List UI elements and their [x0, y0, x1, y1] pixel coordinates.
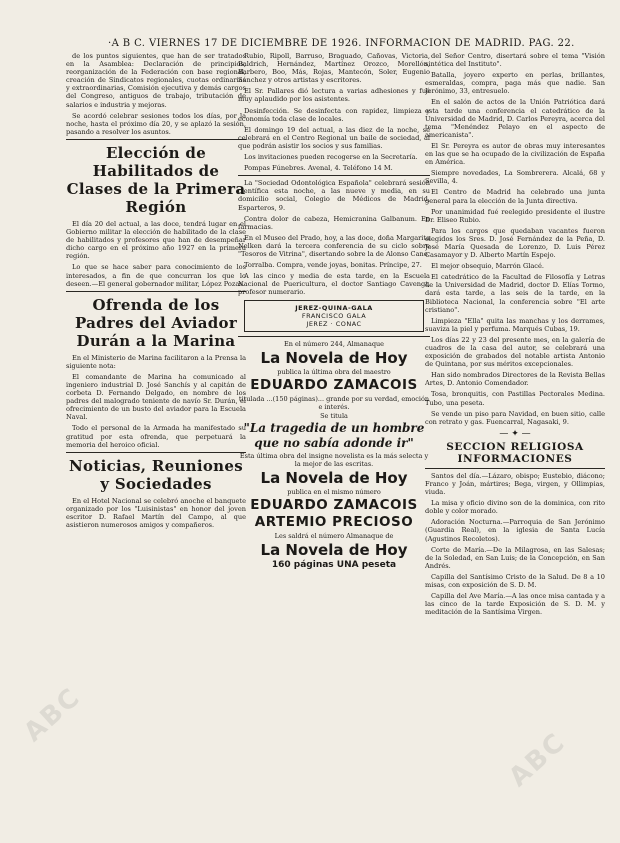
paragraph: El mejor obsequio, Marrón Glacé.	[431, 262, 544, 271]
divider	[66, 452, 246, 453]
ad-text: Esta última obra del insigne novelista es la más selecta y la mejor de las escritas.	[239, 452, 429, 469]
paragraph: Para los cargos que quedaban vacantes fueron elegidos los Sres. D. José Fernández de la Peña, D. José María Quesada de Lorenzo, D. Luis Pérez Casamayor y D. Alberto Martín Espejo.	[425, 226, 605, 260]
ad-line: JEREZ · CONAC	[306, 320, 362, 329]
divider	[425, 468, 605, 469]
divider	[238, 336, 430, 337]
paragraph: La misa y oficio divino son de la dominica, con rito doble y color morado.	[425, 499, 605, 516]
divider	[238, 175, 430, 176]
ad-author: EDUARDO ZAMACOIS	[250, 497, 418, 514]
ad-line: FRANCISCO GALA	[301, 312, 367, 321]
paragraph: En el Museo del Prado, hoy, a las doce, doña Margarita Nelken dará la tercera conferencia de su ciclo sobre "Tesoros de Vitrina", disertando sobre la de Alonso Cano.	[238, 233, 430, 258]
paragraph: Siempre novedades, La Sombrerera. Alcalá, 68 y Sevilla, 4.	[425, 169, 605, 186]
divider	[66, 139, 246, 140]
paragraph: Los invitaciones pueden recogerse en la Secretaría.	[244, 153, 418, 162]
ad-text: titulada ...(150 páginas)... grande por su verdad, emoción e interés.	[238, 395, 430, 412]
ad-text: Se titula	[320, 412, 348, 421]
paragraph: Batalla, joyero experto en perlas, brillantes, esmeraldas, compra, paga más que nadie. San Jerónimo, 33, entresuelo.	[425, 71, 605, 96]
paragraph: A las cinco y media de esta tarde, en la Escuela Nacional de Puericultura, el doctor Santiago Cavengt, profesor numerario.	[238, 272, 430, 297]
column-2	[238, 52, 430, 837]
paragraph: Los días 22 y 23 del presente mes, en la galería de cuadros de la casa del autor, se celebrará una exposición de grabados del notable artista Antonio de Quintana, por sus méritos excepcionales.	[425, 335, 605, 369]
ad-title: La Novela de Hoy	[260, 541, 408, 560]
paragraph: Se acordó celebrar sesiones todos los días, por la noche, hasta el próximo día 20, y se aplazó la sesión, pasando a resolver los asuntos.	[66, 111, 246, 136]
paragraph: Todo el personal de la Armada ha manifestado su gratitud por esta ofrenda, que perpetuará la memoria del heroico oficial.	[66, 424, 246, 449]
paragraph: del Señor Centro, disertará sobre el tema "Visión sintética del Instituto".	[425, 52, 605, 69]
ad-price: 160 páginas UNA peseta	[271, 560, 397, 571]
paragraph: Corte de María.—De la Milagrosa, en las Salesas; de la Soledad, en San Luis; de la Concepción, en San Andrés.	[425, 545, 605, 570]
paragraph: Rubio, Ripoll, Barruso, Braguado, Cañovas, Victoria, Baldrich, Hernández, Martínez Orozco, Morellón, Barbero, Boo, Más, Rojas, Mantecón, Soler, Eugenio Sánchez y otros artistas y escritores.	[238, 52, 430, 85]
ad-text: publica la última obra del maestro	[277, 368, 391, 377]
ad-title: La Novela de Hoy	[260, 469, 408, 488]
paragraph: Por unanimidad fué reelegido presidente el ilustre Dr. Eliseo Rubio.	[425, 207, 605, 224]
headline-informaciones: INFORMACIONES	[457, 452, 573, 465]
paragraph: La "Sociedad Odontológica Española" celebrará sesión científica esta noche, a las nueve y media, en su domicilio social, Colegio de Médicos de Madrid, Esparteros, 9.	[238, 179, 430, 212]
headline-ofrenda: Ofrenda de los Padres del Aviador Durán a la Marina	[74, 295, 238, 350]
ad-title: La Novela de Hoy	[260, 349, 408, 368]
ad-quote: "La tragedia de un hombre que no sabía adonde ir"	[243, 421, 425, 451]
headline-seccion-religiosa: SECCION RELIGIOSA	[446, 440, 584, 453]
paragraph: Limpieza "Ella" quita las manchas y los derrames, suaviza la piel y perfuma. Marqués Cubas, 19.	[425, 316, 605, 333]
paragraph: El Sr. Pallares dió lectura a varias adhesiones y fué muy aplaudido por los asistentes.	[238, 87, 430, 104]
watermark-stamp: ABC	[503, 727, 572, 793]
paragraph: El Sr. Pereyra es autor de obras muy interesantes en las que se ha ocupado de la civilización de España en América.	[425, 141, 605, 167]
ad-intro: En el número 244, Almanaque	[283, 340, 385, 349]
ad-brand: JEREZ-QUINA-GALA	[295, 304, 373, 313]
paragraph: El comandante de Marina ha comunicado al ingeniero industrial D. José Sanchís y al capitán de corbeta D. Fernando Delgado, en nombre de los padres del malogrado teniente de navío Sr. Durán, el ofrecimiento de un busto del aviador para la Escuela Naval.	[66, 372, 246, 422]
paragraph: Torralba. Compra, vende joyas, bonitas. Príncipe, 27.	[244, 261, 422, 270]
headline-noticias: Noticias, Reuniones y Sociedades	[69, 456, 243, 493]
watermark-stamp: ABC	[18, 682, 87, 748]
paragraph: En el Hotel Nacional se celebró anoche el banquete organizado por los "Luisinistas" en honor del joven escritor D. Rafael Martín del Campo, al que asistieron numerosos amigos y compañeros.	[66, 496, 246, 529]
paragraph: Tosa, bronquitis, con Pastillas Pectorales Medina. Tubo, una peseta.	[425, 390, 605, 407]
divider	[66, 291, 246, 292]
paragraph: Desinfección. Se desinfecta con rapidez, limpieza y economía toda clase de locales.	[238, 106, 430, 123]
paragraph: El catedrático de la Facultad de Filosofía y Letras de la Universidad de Madrid, doctor D. Elías Tormo, dará esta tarde, a las seis de la tarde, en la Biblioteca Nacional, la conferencia sobre "El arte cristiano".	[425, 273, 605, 314]
ad-text: publica en el mismo número	[287, 488, 381, 497]
ad-text: Les saldrá el número Almanaque de	[274, 532, 394, 541]
paragraph: Pompas Fúnebres. Avenal, 4. Teléfono 14 M.	[244, 164, 393, 173]
paragraph: En el salón de actos de la Unión Patriótica dará esta tarde una conferencia el catedrático de la Universidad de Madrid, D. Carlos Pereyra, acerca del tema "Menéndez Pelayo en el aspecto de americanista".	[425, 98, 605, 139]
ad-author: ARTEMIO PRECIOSO	[254, 514, 414, 531]
paragraph: El día 20 del actual, a las doce, tendrá lugar en el Gobierno militar la elección de habilitado de la clase de habilitados y profesores que han de desempeñar dicho cargo en el próximo año 1927 en la primera región.	[66, 219, 246, 261]
ad-jerez-quina	[244, 300, 424, 332]
headline-elecciones: Elección de Habilitados de Clases de la Primera Región	[66, 143, 246, 216]
paragraph: Capilla del Santísimo Cristo de la Salud. De 8 a 10 misas, con exposición de S. D. M.	[425, 572, 605, 589]
paragraph: Capilla del Ave María.—A las once misa cantada y a las cinco de la tarde Exposición de S. D. M. y meditación de la Santísima Virgen.	[425, 592, 605, 617]
paragraph: El domingo 19 del actual, a las diez de la noche, se celebrará en el Centro Regional un baile de sociedad, al que podrán asistir los socios y sus familias.	[238, 125, 430, 150]
page-header: ·A B C. VIERNES 17 DE DICIEMBRE DE 1926. INFORMACIÓN DE MADRID. PAG. 22.	[108, 38, 575, 49]
column-1	[66, 52, 246, 837]
column-3	[425, 52, 605, 837]
paragraph: Han sido nombrados Directores de la Revista Bellas Artes, D. Antonio Comendador.	[425, 371, 605, 388]
paragraph: Se vende un piso para Navidad, en buen sitio, calle con retrato y gas. Fuencarral, Nagasaki, 9.	[425, 409, 605, 426]
paragraph: Lo que se hace saber para conocimiento de los interesados, a fin de que concurran los que lo deseen.—El general gobernador militar, López Pozas.	[66, 263, 246, 288]
ornament-divider: — ✦ —	[499, 428, 531, 439]
paragraph: Santos del día.—Lázaro, obispo; Eustebio, diácono; Franco y Joán, mártires; Bega, virgen, y Ollimpias, viuda.	[425, 471, 605, 497]
paragraph: de los puntos siguientes, que han de ser tratados en la Asamblea: Declaración de principios, reorganización de la Federación con base regional, creación de Sindicatos regionales, cuotas ordinarias y extraordinarias, Comisión ejecutiva y demás cargos del Congreso, antiguos de trabajo, tributación de salarios e industria y mejoras.	[66, 52, 246, 109]
paragraph: Contra dolor de cabeza, Hemicranina Galbanum. En farmacias.	[238, 214, 430, 231]
paragraph: Adoración Nocturna.—Parroquia de San Jerónimo (Guardia Real), en la iglesia de Santa Lucía (Agustinos Recoletos).	[425, 518, 605, 543]
paragraph: El Centro de Madrid ha celebrado una junta general para la elección de la Junta directiva.	[425, 188, 605, 205]
ad-author: EDUARDO ZAMACOIS	[250, 377, 418, 394]
paragraph: En el Ministerio de Marina facilitaron a la Prensa la siguiente nota:	[66, 353, 246, 370]
